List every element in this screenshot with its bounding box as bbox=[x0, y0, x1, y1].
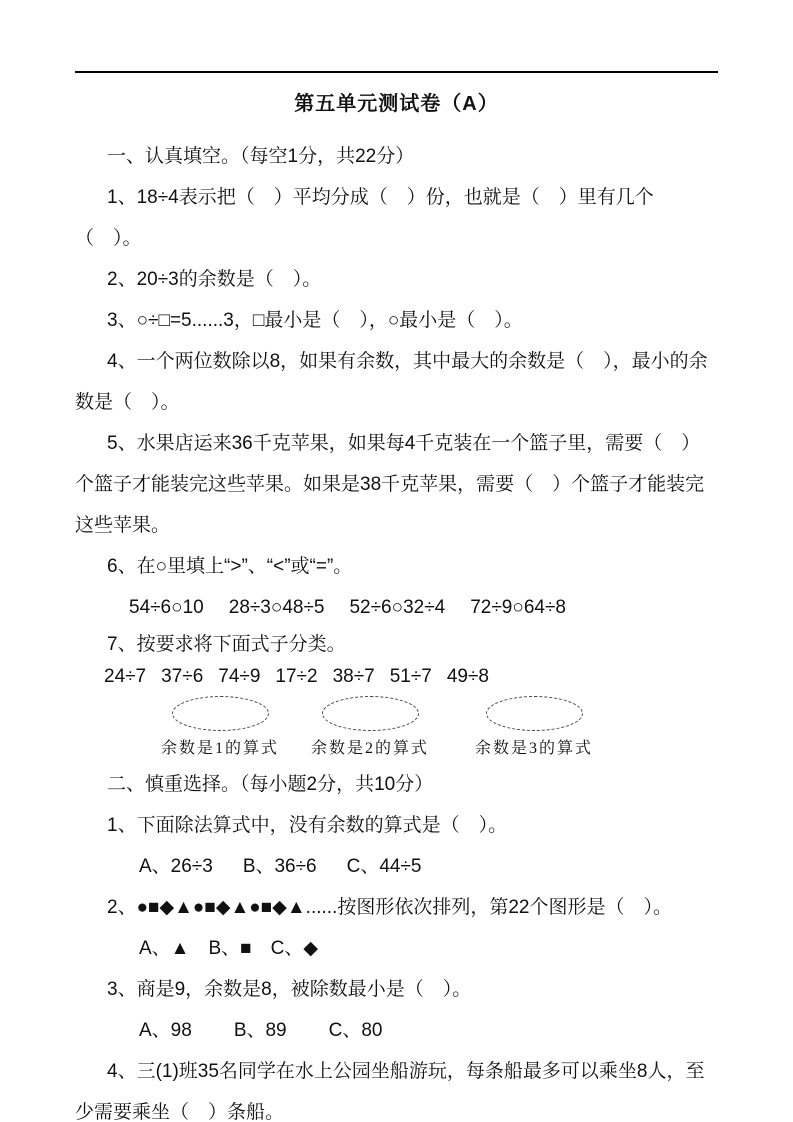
classification-label: 余数是1的算式 bbox=[160, 740, 279, 757]
classification-label-row bbox=[75, 734, 718, 764]
option-b: B、■ bbox=[208, 938, 252, 959]
s1-question-1: 1、18÷4表示把（ ）平均分成（ ）份，也就是（ ）里有几个（ ）。 bbox=[75, 187, 654, 249]
s1-question-7: 7、按要求将下面式子分类。 bbox=[107, 634, 346, 655]
option-a: A、98 bbox=[139, 1020, 192, 1041]
header-rule bbox=[75, 71, 718, 73]
q7-expression: 51÷7 bbox=[389, 666, 432, 687]
s2-question-2: 2、●■◆▲●■◆▲●■◆▲......按图形依次排列，第22个图形是（ ）。 bbox=[107, 897, 672, 918]
classification-area-2 bbox=[295, 696, 445, 731]
s1-question-3: 3、○÷□=5......3，□最小是（ ），○最小是（ ）。 bbox=[107, 310, 523, 331]
s1-question-5: 5、水果店运来36千克苹果，如果每4千克装在一个篮子里，需要（ ）个篮子才能装完这些苹果。如果是38千克苹果，需要（ ）个篮子才能装完这些苹果。 bbox=[75, 433, 705, 536]
q7-expression: 49÷8 bbox=[446, 666, 489, 687]
s1-question-4: 4、一个两位数除以8，如果有余数，其中最大的余数是（ ），最小的余数是（ ）。 bbox=[75, 351, 708, 413]
classification-ellipse bbox=[322, 696, 419, 731]
classification-area-1 bbox=[145, 696, 295, 731]
option-b: B、36÷6 bbox=[242, 856, 317, 877]
q7-expression: 38÷7 bbox=[332, 666, 375, 687]
option-a: A、▲ bbox=[139, 938, 190, 959]
q6-expression: 52÷6○32÷4 bbox=[349, 597, 446, 618]
option-b: B、89 bbox=[233, 1020, 287, 1041]
option-c: C、44÷5 bbox=[346, 856, 422, 877]
q6-expression: 28÷3○48÷5 bbox=[228, 597, 325, 618]
q7-expression: 24÷7 bbox=[104, 666, 147, 687]
q6-expression: 54÷6○10 bbox=[129, 597, 204, 618]
option-a: A、26÷3 bbox=[139, 856, 213, 877]
s1-question-2: 2、20÷3的余数是（ ）。 bbox=[107, 269, 322, 290]
s2-q1-options bbox=[75, 846, 718, 887]
s2-question-1: 1、下面除法算式中，没有余数的算式是（ ）。 bbox=[107, 815, 508, 836]
classification-ellipse bbox=[486, 696, 583, 731]
s2-question-4: 4、三(1)班35名同学在水上公园坐船游玩，每条船最多可以乘坐8人，至少需要乘坐（ ）条船。 bbox=[75, 1061, 705, 1122]
page-title: 第五单元测试卷（A） bbox=[294, 93, 499, 115]
q7-expression: 37÷6 bbox=[161, 666, 204, 687]
classification-ellipse-row bbox=[75, 692, 718, 734]
option-c: C、◆ bbox=[270, 938, 318, 959]
q7-expression: 74÷9 bbox=[218, 666, 261, 687]
s2-question-3: 3、商是9，余数是8，被除数最小是（ ）。 bbox=[107, 979, 472, 1000]
section2-header: 二、慎重选择。（每小题2分，共10分） bbox=[107, 774, 434, 795]
s2-q3-options bbox=[75, 1010, 718, 1051]
q7-expression: 17÷2 bbox=[275, 666, 318, 687]
classification-area-3 bbox=[459, 696, 609, 731]
s2-q2-options bbox=[75, 928, 718, 969]
q6-expression-row bbox=[75, 587, 718, 628]
q6-expression: 72÷9○64÷8 bbox=[470, 597, 566, 618]
s1-question-6: 6、在○里填上“>”、“<”或“=”。 bbox=[107, 556, 353, 577]
classification-ellipse bbox=[172, 696, 269, 731]
worksheet-content bbox=[75, 136, 718, 1122]
option-c: C、80 bbox=[328, 1020, 383, 1041]
section1-header: 一、认真填空。（每空1分，共22分） bbox=[107, 146, 415, 167]
classification-label: 余数是3的算式 bbox=[474, 740, 593, 757]
classification-label: 余数是2的算式 bbox=[310, 740, 429, 757]
q7-expression-row bbox=[75, 662, 718, 692]
